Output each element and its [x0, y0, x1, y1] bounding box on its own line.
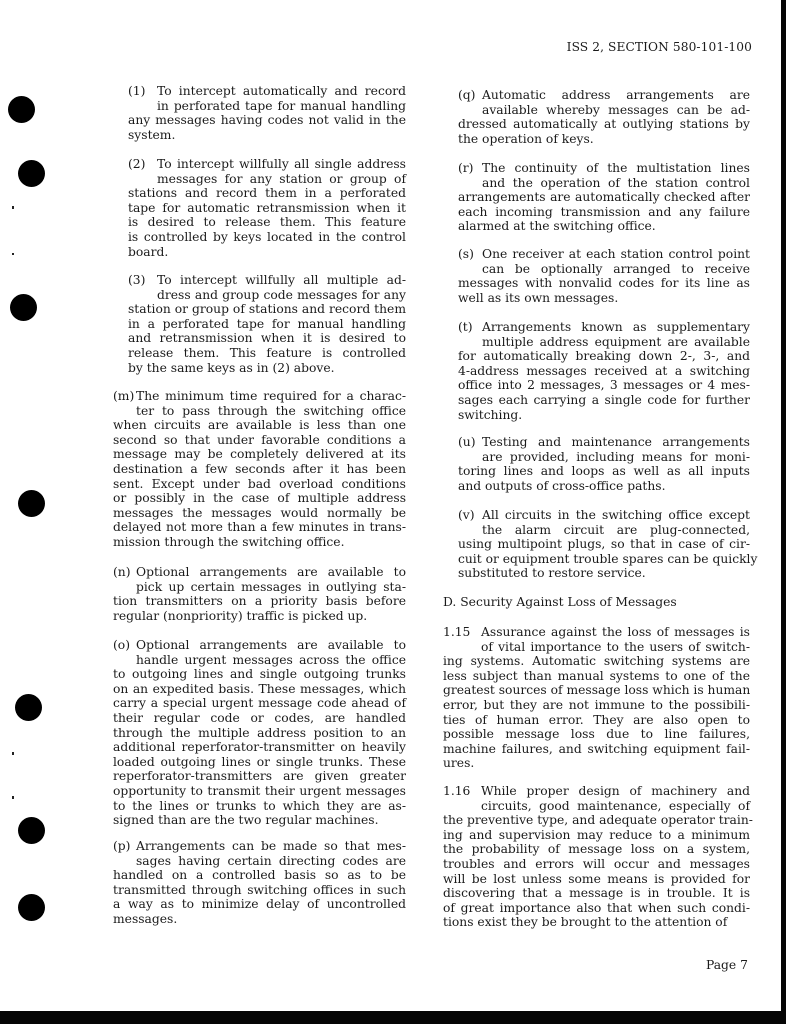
text-span: are provided, including means for moni- — [482, 449, 750, 464]
text-line: substituted to restore service. — [458, 566, 646, 581]
text-line: will be lost unless some means is provided for — [443, 871, 750, 886]
text-line: regular (nonpriority) traffic is picked up. — [113, 608, 368, 623]
text-line — [443, 784, 750, 799]
text-line: destination a few seconds after it has been — [113, 461, 406, 476]
text-span: ter to pass through the switching office — [136, 403, 406, 418]
item-label: (n) — [113, 565, 131, 579]
item-q — [458, 88, 750, 146]
scan-speck — [12, 796, 14, 799]
text-line — [113, 839, 406, 854]
item-label: (t) — [458, 320, 473, 334]
item-label: (o) — [113, 638, 130, 652]
text-line: messages with nonvalid codes for its line as — [458, 276, 750, 291]
text-line: delayed not more than a few minutes in trans- — [113, 520, 406, 535]
text-line: or possibly in the case of multiple address — [113, 491, 406, 506]
item-label: (m) — [113, 389, 135, 403]
text-line: toring lines and loops as well as all inputs — [458, 464, 750, 479]
text-line: any messages having codes not valid in the — [128, 113, 406, 128]
text-line: troubles and errors will occur and messages — [443, 856, 750, 871]
paragraph-1-15 — [443, 625, 750, 771]
text-line: additional reperforator-transmitter on heavily — [113, 740, 406, 755]
item-label: (r) — [458, 161, 474, 175]
item-label: (p) — [113, 839, 131, 853]
item-label: (q) — [458, 88, 476, 102]
text-span: dress and group code messages for any — [157, 287, 406, 302]
text-span: sages having certain directing codes are — [136, 853, 406, 868]
text-span: Optional arrangements are available to — [136, 638, 406, 652]
text-line — [128, 84, 406, 99]
text-line: stations and record them in a perforated — [128, 186, 406, 201]
text-line — [458, 176, 750, 191]
text-line: for automatically breaking down 2-, 3-, and — [458, 349, 750, 364]
text-line: second so that under favorable conditions a — [113, 432, 406, 447]
text-line: messages the messages would normally be — [113, 505, 406, 520]
text-line: when circuits are available is less than one — [113, 418, 406, 433]
text-line — [458, 247, 750, 262]
text-line: transmitted through switching offices in such — [113, 882, 406, 897]
item-label: (2) — [128, 157, 146, 171]
item-label: (v) — [458, 508, 475, 522]
text-line: carry a special urgent message code ahead of — [113, 696, 406, 711]
punch-hole — [10, 294, 37, 321]
text-line — [113, 653, 406, 668]
text-line: each incoming transmission and any failure — [458, 204, 750, 219]
text-span: Automatic address arrangements are — [482, 88, 750, 102]
text-line: 4-address messages received at a switching — [458, 363, 750, 378]
item-o — [113, 638, 406, 828]
text-line — [458, 103, 750, 118]
text-line: and outputs of cross-office paths. — [458, 478, 666, 493]
text-line: tion transmitters on a priority basis before — [113, 594, 406, 609]
text-line: on an expedited basis. These messages, which — [113, 681, 406, 696]
text-line: the operation of keys. — [458, 131, 594, 146]
text-line — [128, 157, 406, 172]
text-span: in perforated tape for manual handling — [157, 98, 406, 113]
text-line — [128, 273, 406, 288]
text-line: ing and supervision may reduce to a minimum — [443, 827, 750, 842]
text-line: error, but they are not immune to the possibili- — [443, 697, 750, 712]
text-line — [443, 799, 750, 814]
text-span: Testing and maintenance arrangements — [482, 435, 750, 449]
punch-hole — [18, 490, 45, 517]
text-line: through the multiple address position to an — [113, 725, 406, 740]
text-line — [458, 262, 750, 277]
text-line — [113, 404, 406, 419]
text-line: the preventive type, and adequate operator train- — [443, 813, 753, 828]
text-span: the alarm circuit are plug-connected, — [482, 522, 750, 537]
text-line: discovering that a message is in trouble. It is — [443, 886, 750, 901]
item-label: (s) — [458, 247, 474, 261]
scan-border-right — [781, 0, 786, 1024]
text-line: a way as to minimize delay of uncontrolled — [113, 897, 406, 912]
text-line: sages each carrying a single code for further — [458, 392, 750, 407]
text-line — [458, 523, 750, 538]
text-line — [458, 88, 750, 103]
text-span: The continuity of the multistation lines — [482, 161, 750, 175]
scan-speck — [12, 206, 14, 209]
punch-hole — [18, 817, 45, 844]
text-line: the probability of message loss on a system, — [443, 842, 750, 857]
text-line — [128, 172, 406, 187]
item-v — [458, 508, 758, 581]
text-span: and the operation of the station control — [482, 175, 750, 190]
item-n — [113, 565, 406, 623]
item-s — [458, 247, 750, 305]
text-line — [443, 640, 750, 655]
text-line: cuit or equipment trouble spares can be quickly — [458, 551, 758, 566]
text-span: pick up certain messages in outlying sta- — [136, 579, 406, 594]
text-span: To intercept willfully all multiple ad- — [157, 273, 406, 287]
text-line: possible message loss due to line failures, — [443, 727, 750, 742]
item-label: 1.16 — [443, 784, 471, 798]
text-span: Assurance against the loss of messages is — [481, 625, 750, 639]
text-span: handle urgent messages across the office — [136, 652, 406, 667]
text-line: to outgoing lines and single outgoing trunks — [113, 667, 406, 682]
text-line: switching. — [458, 407, 523, 422]
item-2 — [128, 157, 406, 259]
text-line: alarmed at the switching office. — [458, 219, 656, 234]
text-line: by the same keys as in (2) above. — [128, 360, 335, 375]
text-line — [458, 435, 750, 450]
text-span: can be optionally arranged to receive — [482, 261, 750, 276]
punch-hole — [8, 96, 35, 123]
text-line: in a perforated tape for manual handling — [128, 316, 406, 331]
item-m — [113, 389, 406, 550]
text-line: dressed automatically at outlying stations by — [458, 117, 750, 132]
section-header: ISS 2, SECTION 580-101-100 — [566, 40, 752, 54]
text-line: is desired to release them. This feature — [128, 215, 406, 230]
text-line: handled on a controlled basis so as to be — [113, 868, 406, 883]
text-line: board. — [128, 244, 169, 259]
text-line: station or group of stations and record them — [128, 302, 406, 317]
text-line — [113, 389, 406, 404]
text-line: and retransmission when it is desired to — [128, 331, 406, 346]
text-line: messages. — [113, 911, 178, 926]
text-span: While proper design of machinery and — [481, 784, 750, 798]
text-line: sent. Except under bad overload conditions — [113, 476, 406, 491]
text-line — [128, 288, 406, 303]
punch-hole — [15, 694, 42, 721]
text-line: system. — [128, 127, 176, 142]
text-span: To intercept automatically and record — [157, 84, 406, 98]
item-p — [113, 839, 406, 927]
text-line: tape for automatic retransmission when it — [128, 200, 406, 215]
text-span: All circuits in the switching office except — [482, 508, 750, 522]
text-line: to the lines or trunks to which they are as- — [113, 798, 406, 813]
item-label: (u) — [458, 435, 476, 449]
text-line: is controlled by keys located in the control — [128, 229, 406, 244]
text-span: Optional arrangements are available to — [136, 565, 406, 579]
text-line — [458, 508, 750, 523]
text-line: signed than are the two regular machines. — [113, 813, 379, 828]
text-line: ties of human error. They are also open to — [443, 712, 750, 727]
text-line: using multipoint plugs, so that in case of cir- — [458, 537, 750, 552]
text-line: ures. — [443, 756, 475, 771]
text-line — [113, 565, 406, 580]
text-line: of great importance also that when such condi- — [443, 900, 750, 915]
text-line — [113, 854, 406, 869]
item-3 — [128, 273, 406, 375]
paragraph-1-16 — [443, 784, 753, 930]
scan-speck — [12, 253, 14, 255]
item-r — [458, 161, 750, 234]
text-span: One receiver at each station control point — [482, 247, 750, 261]
text-line — [113, 580, 406, 595]
text-line — [458, 450, 750, 465]
text-line: office into 2 messages, 3 messages or 4 mes- — [458, 378, 750, 393]
text-line: greatest sources of message loss which is human — [443, 683, 751, 698]
text-line: message may be completely delivered at its — [113, 447, 406, 462]
text-line — [443, 625, 750, 640]
text-span: circuits, good maintenance, especially of — [481, 798, 750, 813]
text-line — [113, 638, 406, 653]
punch-hole — [18, 160, 45, 187]
text-line — [458, 320, 750, 335]
text-line: release them. This feature is controlled — [128, 345, 406, 360]
text-line: mission through the switching office. — [113, 534, 345, 549]
item-t — [458, 320, 750, 422]
text-line — [458, 161, 750, 176]
text-line — [128, 99, 406, 114]
text-line — [458, 335, 750, 350]
text-line: their regular code or codes, are handled — [113, 710, 406, 725]
page-number: Page 7 — [706, 958, 748, 972]
section-d-heading: D. Security Against Loss of Messages — [443, 595, 677, 609]
item-label: (1) — [128, 84, 146, 98]
item-u — [458, 435, 750, 493]
text-span: of vital importance to the users of switch- — [481, 639, 750, 654]
text-span: To intercept willfully all single address — [157, 157, 406, 171]
text-line: reperforator-transmitters are given greater — [113, 769, 406, 784]
text-line: arrangements are automatically checked after — [458, 190, 750, 205]
text-span: Arrangements can be made so that mes- — [136, 839, 406, 853]
text-span: The minimum time required for a charac- — [136, 389, 406, 403]
item-1 — [128, 84, 406, 142]
text-line: loaded outgoing lines or single trunks. These — [113, 754, 406, 769]
text-span: multiple address equipment are available — [482, 334, 750, 349]
text-span: available whereby messages can be ad- — [482, 102, 750, 117]
text-line: less subject than manual systems to one of the — [443, 668, 750, 683]
item-label: (3) — [128, 273, 146, 287]
scan-speck — [12, 752, 14, 755]
scan-border-bottom — [0, 1011, 786, 1024]
punch-hole — [18, 894, 45, 921]
text-line: machine failures, and switching equipment fail- — [443, 741, 750, 756]
text-span: messages for any station or group of — [157, 171, 406, 186]
text-span: Arrangements known as supplementary — [482, 320, 750, 334]
item-label: 1.15 — [443, 625, 471, 639]
text-line: ing systems. Automatic switching systems are — [443, 654, 750, 669]
text-line: well as its own messages. — [458, 290, 619, 305]
text-line: opportunity to transmit their urgent messages — [113, 783, 406, 798]
text-line: tions exist they be brought to the attention of — [443, 915, 728, 930]
